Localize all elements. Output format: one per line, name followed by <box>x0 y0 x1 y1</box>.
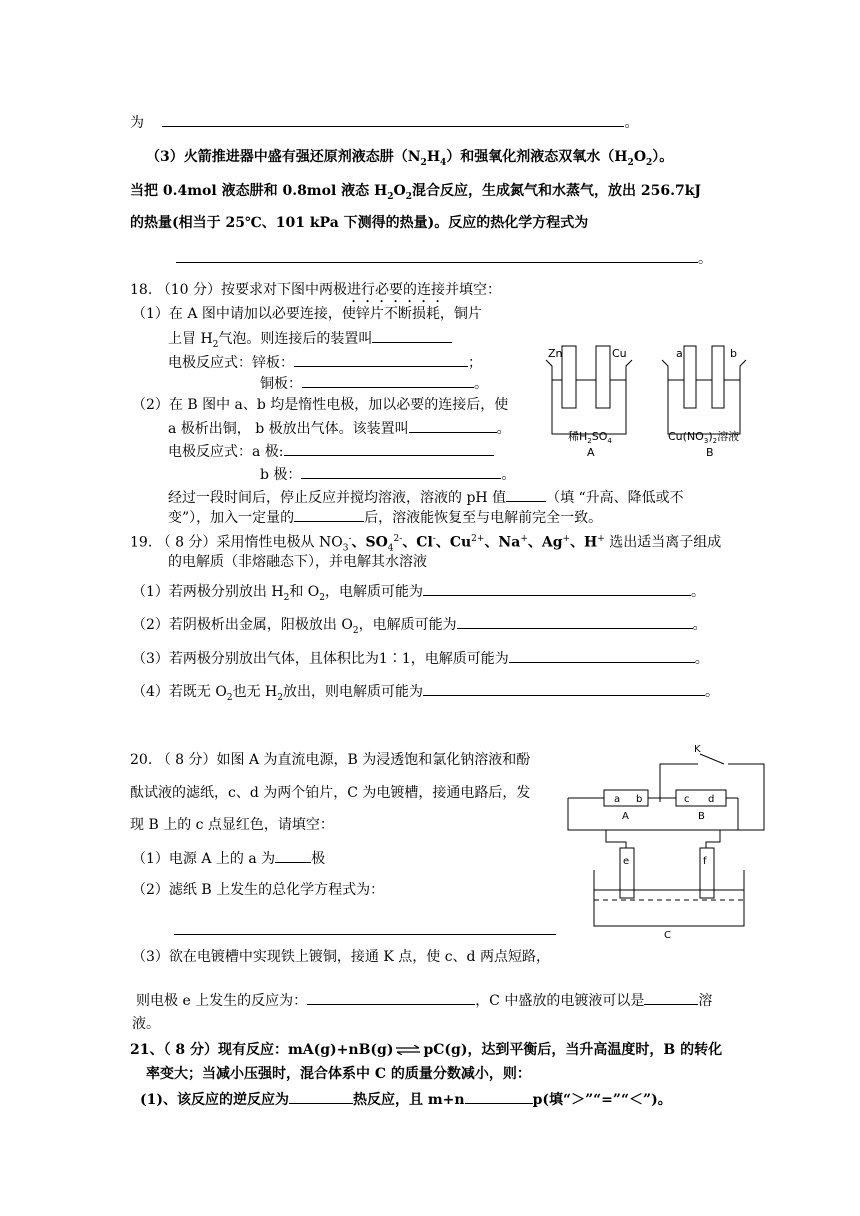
q18-heading: 18. （10 分）按要求对下图中两极进行必要的连接并填空： <box>130 282 501 298</box>
q19-p1: （1）若两极分别放出 $H_2$和 $O_2$，电解质可能为 。 <box>132 581 705 608</box>
q21-line1: 21、（ 8 分）现有反应：mA(g)+nB(g) pC(g)，达到平衡后，当升高温度时，B 的转化 <box>130 1042 723 1058</box>
q20-line2: 酞试液的滤纸，c、d 为两个铂片，C 为电镀槽，接通电路后，发 <box>130 785 531 801</box>
q20-line3: 现 B 上的 c 点显红色，请填空： <box>130 817 334 833</box>
beaker-a-letter: A <box>587 446 595 459</box>
q20-p5: 液。 <box>132 1016 160 1032</box>
text: 。 <box>624 115 639 131</box>
blank[interactable] <box>506 487 546 502</box>
b-terminal: b <box>636 794 643 805</box>
tank-c-label: C <box>664 930 671 940</box>
a-terminal: a <box>614 794 621 805</box>
beaker-b-letter: B <box>706 446 714 459</box>
q19-p3: （3）若两极分别放出气体，且体积比为1∶1，电解质可能为 。 <box>132 648 709 669</box>
b-label: b <box>730 347 737 360</box>
blank[interactable] <box>302 373 474 388</box>
q19-heading: 19. （ 8 分）采用惰性电极从 $NO_3^-$、$SO_4^{2-}$、Cl-、$Cu^{2+}$、Na+、Ag+、H+ 选出适当离子组成 <box>130 534 722 554</box>
q18-p1-line1: （1）在 A 图中请加以必要连接，使锌片不断损耗，铜片 <box>132 306 482 322</box>
q21-line3: (1)、该反应的逆反应为 热反应，且 m+n p(填“＞”“=”“＜”)。 <box>140 1089 672 1110</box>
q20-figure <box>560 740 770 940</box>
blank[interactable] <box>457 614 693 629</box>
e-electrode: e <box>623 856 630 867</box>
blank[interactable] <box>307 990 475 1005</box>
text: 为 <box>130 115 144 131</box>
blank[interactable] <box>176 248 698 263</box>
blank[interactable] <box>162 112 624 127</box>
f-electrode: f <box>703 856 707 867</box>
blank[interactable] <box>275 848 311 863</box>
c-point: c <box>684 794 690 805</box>
q17-part3-line3: 的热量(相当于 25℃、101 kPa 下测得的热量)。反应的热化学方程式为 <box>130 215 589 231</box>
blank[interactable] <box>465 1089 533 1104</box>
beaker-a-solution: 稀$H_2SO_4$ <box>568 430 612 445</box>
blank[interactable] <box>423 581 691 596</box>
q20-p2-answer <box>174 920 556 941</box>
q18-p1-line3: 电极反应式：锌板： ； <box>168 352 482 373</box>
blank[interactable] <box>644 990 698 1005</box>
equilibrium-arrow-icon <box>395 1045 421 1055</box>
q19-p2: （2）若阴极析出金属，阳极放出 $O_2$，电解质可能为 。 <box>132 614 707 641</box>
q18-p2-line2: a 极析出铜， b 极放出气体。该装置叫 。 <box>168 418 511 439</box>
q19-heading2: 的电解质（非熔融态下），并电解其水溶液 <box>168 554 427 570</box>
zn-label: Zn <box>548 347 563 360</box>
power-a-label: A <box>622 811 629 822</box>
beaker-b-solution: $Cu(NO_3)_2$溶液 <box>668 430 740 445</box>
q20-line1: 20. （ 8 分）如图 A 为直流电源，B 为浸透饱和氯化钠溶液和酚 <box>130 752 531 768</box>
q18-p2-line4: b 极： 。 <box>260 464 515 485</box>
q18-figure <box>540 340 750 465</box>
q20-p1: （1）电源 A 上的 a 为 极 <box>132 848 325 869</box>
a-label: a <box>676 347 683 360</box>
blank[interactable] <box>294 507 364 522</box>
q20-p4: 则电极 e 上发生的反应为： ，C 中盛放的电镀液可以是 溶 <box>136 990 712 1011</box>
q17-part3-line2: 当把 0.4mol 液态肼和 0.8mol 液态 $H_2O_2$混合反应，生成氮气和水蒸气，放出 256.7kJ <box>130 183 702 202</box>
q20-p2: （2）滤纸 B 上发生的总化学方程式为： <box>132 882 385 898</box>
blank[interactable] <box>423 681 705 696</box>
blank[interactable] <box>174 920 556 935</box>
q18-p2-line1: （2）在 B 图中 a、b 均是惰性电极，加以必要的连接后，使 <box>132 397 509 413</box>
d-point: d <box>708 794 715 805</box>
q17-part3-line1: （3）火箭推进器中盛有强还原剂液态肼$(N_2H_4)$和强氧化剂液态双氧水$(H_2O_2)$。 <box>146 149 674 168</box>
cu-label: Cu <box>612 347 627 360</box>
q18-p1-line4: 铜板： 。 <box>260 373 488 394</box>
q18-p2-line3: 电极反应式：a 极: <box>168 441 494 462</box>
blank[interactable] <box>294 352 468 367</box>
blank[interactable] <box>301 464 501 479</box>
q18-p2-line6: 变”），加入一定量的 后，溶液能恢复至与电解前完全一致。 <box>168 507 602 528</box>
q17-answer-line <box>130 112 638 133</box>
q19-p4: （4）若既无 $O_2$也无 $H_2$放出，则电解质可能为 。 <box>132 681 719 708</box>
blank[interactable] <box>372 328 452 343</box>
q17-part3-answer: 。 <box>176 248 712 269</box>
q20-p3: （3）欲在电镀槽中实现铁上镀铜，接通 K 点，使 c、d 两点短路， <box>132 949 550 965</box>
blank[interactable] <box>509 648 695 663</box>
q21-line2: 率变大；当减小压强时，混合体系中 C 的质量分数减小，则： <box>146 1066 531 1082</box>
k-label: K <box>694 744 701 755</box>
q18-p1-line2: 上冒 $H_2$气泡。则连接后的装置叫 <box>168 328 452 355</box>
blank[interactable] <box>289 1089 353 1104</box>
q18-p2-line5: 经过一段时间后，停止反应并搅均溶液，溶液的 pH 值 （填 “升高、降低或不 <box>168 487 684 508</box>
blank[interactable] <box>284 441 494 456</box>
blank[interactable] <box>409 418 497 433</box>
filter-b-label: B <box>698 811 705 822</box>
